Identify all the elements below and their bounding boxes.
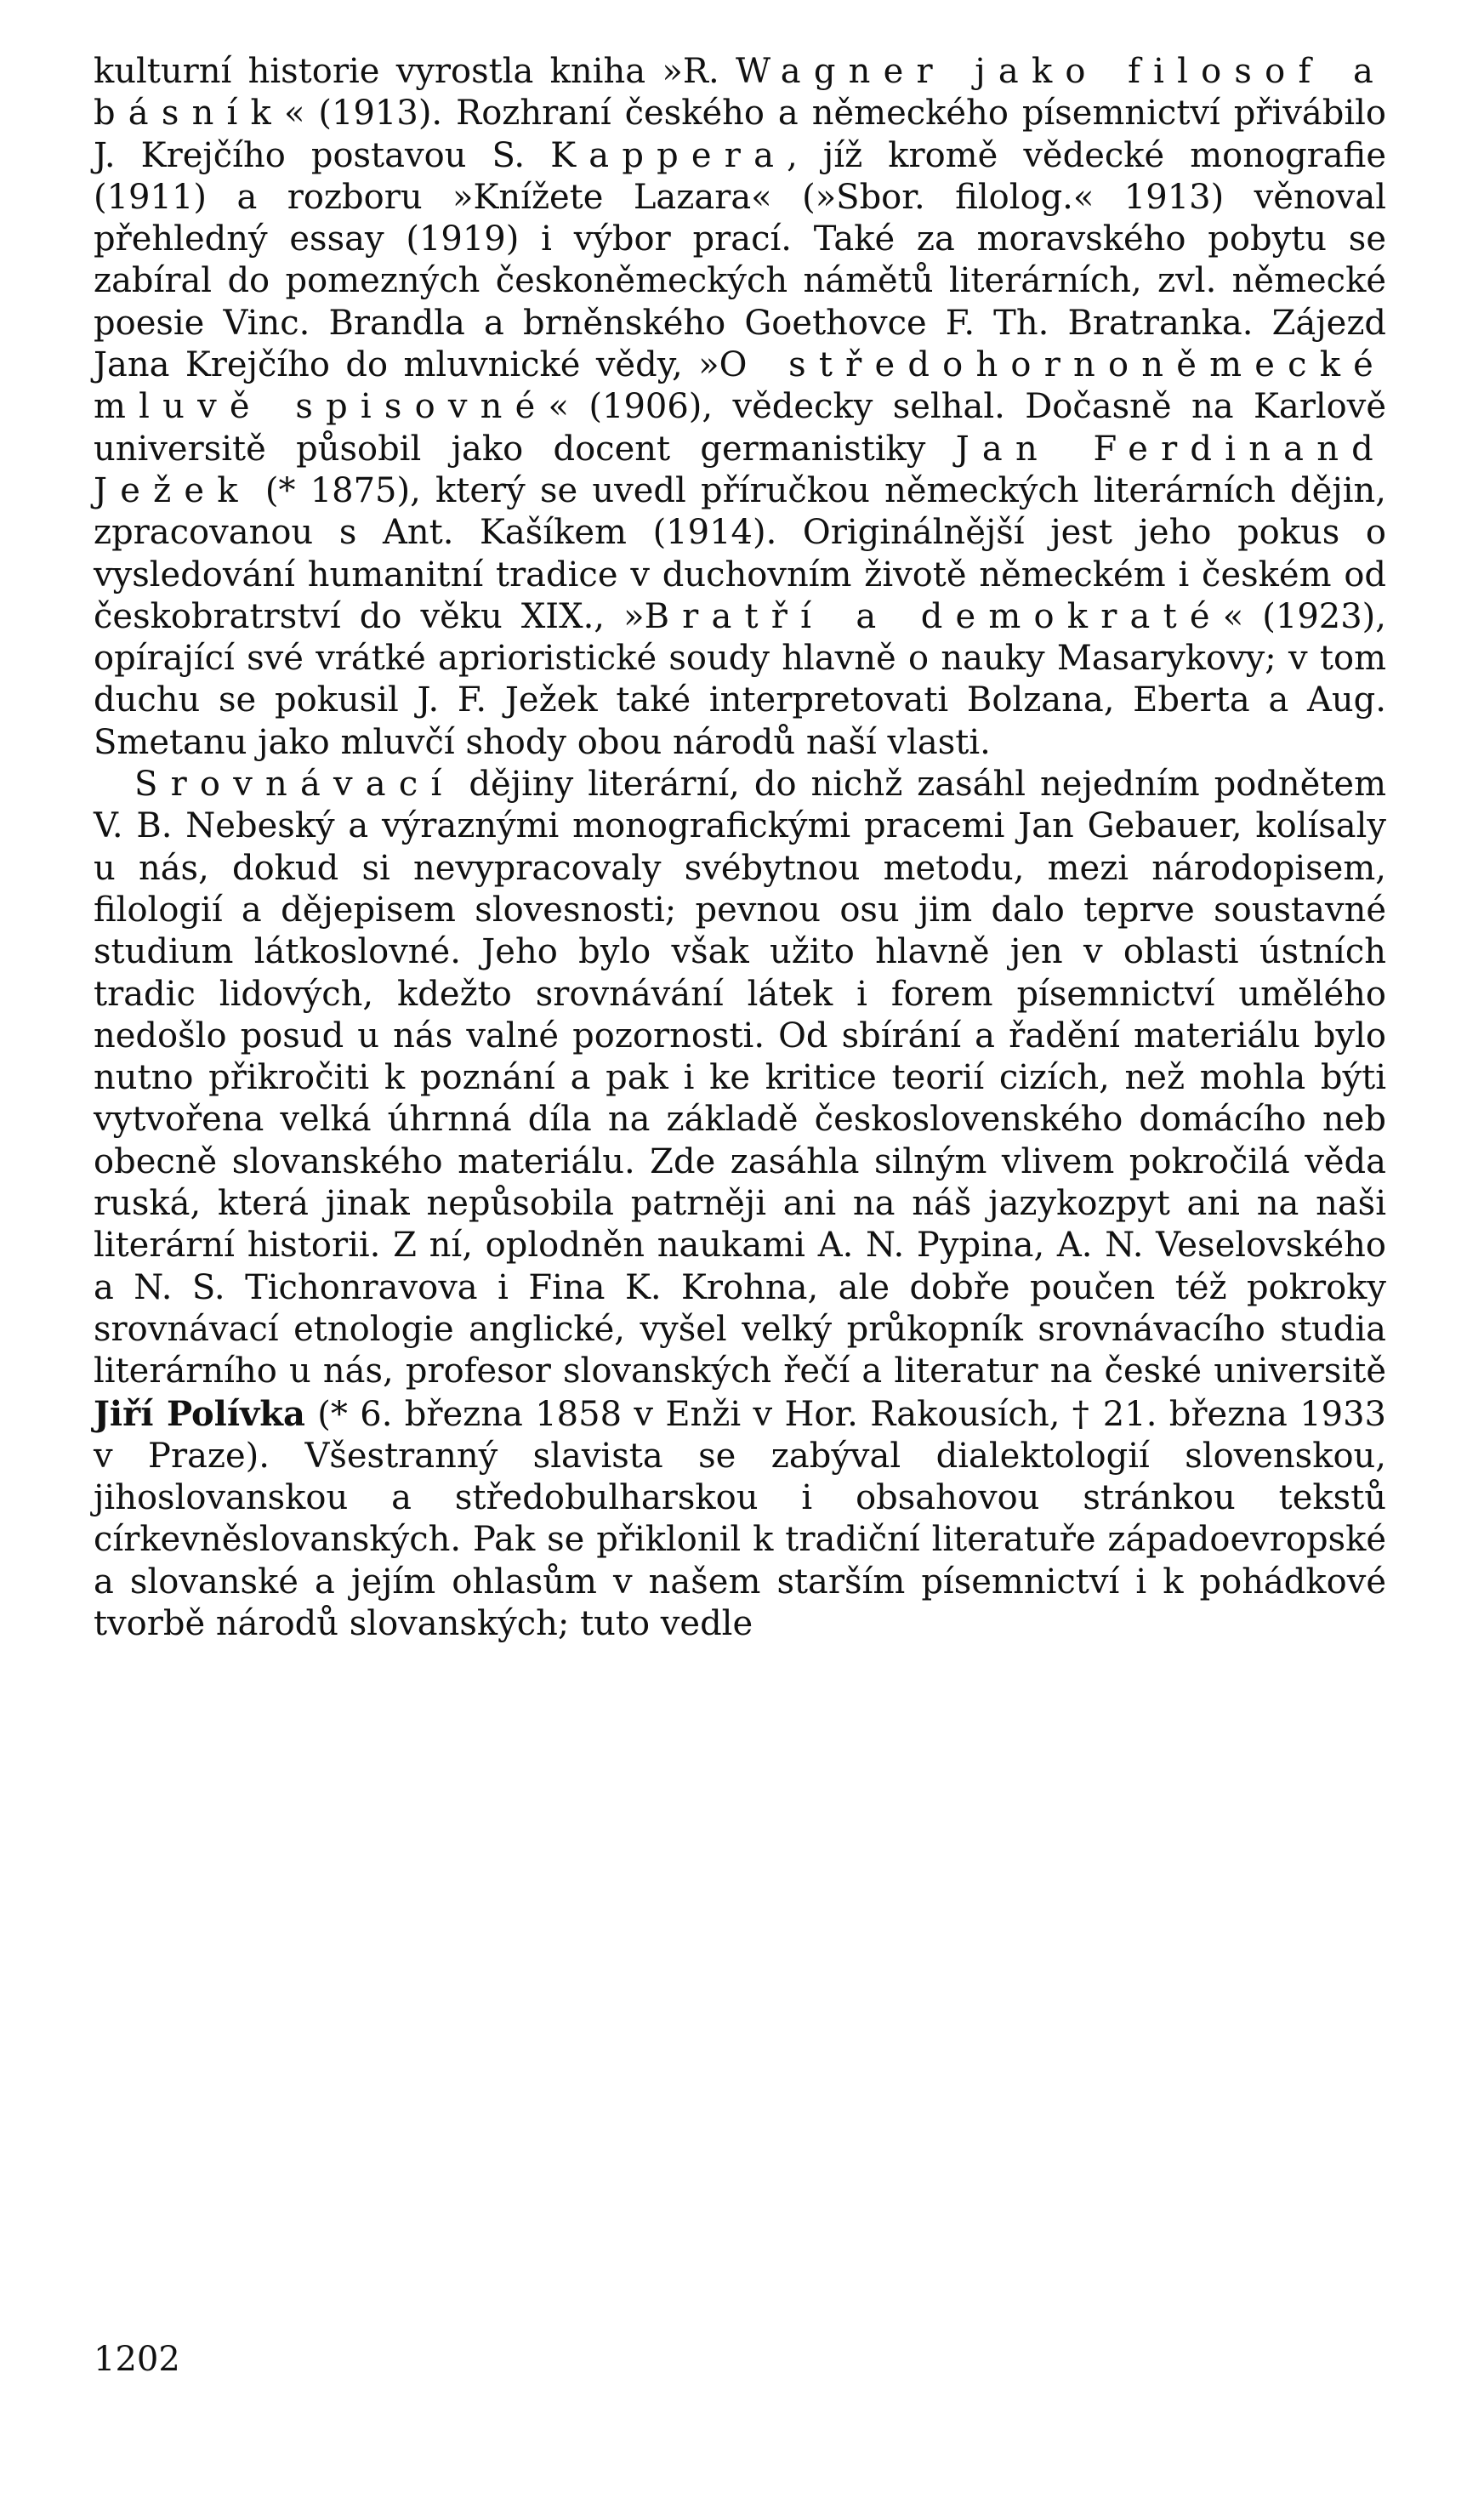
paragraph-2: [94, 764, 1386, 1645]
page-text: [94, 51, 1386, 1645]
page-number: 1202: [94, 2340, 180, 2379]
text-run: kulturní historie vyrostla kniha »R.: [94, 52, 736, 91]
text-run: « (1923), opírající své vrátké aprioristické soudy hlavně o nauky Masarykovy; v tom duchu se pokusil J. F. Ježek také interpretovati Bolzana, Eberta a Aug. Smetanu jako mluvčí shody obou národů naší vlasti.: [94, 596, 1386, 762]
text-run: , jíž kromě vědecké monografie (1911) a rozboru »Knížete Lazara« (»Sbor. filolog.« 1913) věnoval přehledný essay (1919) i výbor prací. Také za moravského pobytu se zabíral do pomezných českoněmeckých námětů literárních, zvl. německé poesie Vinc. Brandla a brněnského Goethovce F. Th. Bratranka. Zájezd Jana Krejčího do mluvnické vědy, »: [94, 135, 1386, 385]
text-run: (* 1875), který se uvedl příručkou německých literárních dějin, zpracovanou s Ant. Kašíkem (1914). Originálnější jest jeho pokus o vysledování humanitní tradice v duchovním životě německém i českém od českobratrství do věku XIX., »: [94, 470, 1386, 636]
spaced-emphasis: Bratří a demokraté: [644, 596, 1223, 636]
text-run: (* 6. března 1858 v Enži v Hor. Rakousích, † 21. března 1933 v Praze). Všestranný slavista se zabýval dialektologií slovenskou, jihoslovanskou a středobulharskou i obsahovou stránkou tekstů církevněslovanských. Pak se přiklonil k tradiční literatuře západoevropské a slovanské a jejím ohlasům v našem starším písemnictví i k pohádkové tvorbě národů slovanských; tuto vedle: [94, 1394, 1387, 1643]
text-run: « (1913). Rozhraní českého a německého písemnictví přivábilo J. Krejčího postavou S.: [94, 94, 1386, 175]
spaced-emphasis: Wagner jako filosof a básník: [94, 52, 1386, 134]
spaced-emphasis: Srovnávací: [134, 765, 455, 805]
spaced-emphasis: O středohornoněmecké mluvě spisovné: [94, 345, 1387, 427]
paragraph-1: [94, 51, 1386, 764]
text-run: dějiny literární, do nichž zasáhl nejedním podnětem V. B. Nebeský a výraznými monografickými pracemi Jan Gebauer, kolísaly u nás, dokud si nevypracovaly svébytnou metodu, mezi národopisem, filologií a dějepisem slovesnosti; pevnou osu jim dalo teprve soustavné studium látkoslovné. Jeho bylo však užito hlavně jen v oblasti ústních tradic lidových, kdežto srovnávání látek i forem písemnictví umělého nedošlo posud u nás valné pozornosti. Od sbírání a řadění materiálu bylo nutno přikročiti k poznání a pak i ke kritice teorií cizích, než mohla býti vytvořena velká úhrnná díla na základě československého domácího neb obecně slovanského materiálu. Zde zasáhla silným vlivem pokročilá věda ruská, která jinak nepůsobila patrněji ani na náš jazykozpyt ani na naši literární historii. Z ní, oplodněn naukami A. N. Pypina, A. N. Veselovského a N. S. Tichonravova i Fina K. Krohna, ale dobře poučen též pokroky srovnávací etnologie anglické, vyšel velký průkopník srovnávacího studia literárního u nás, profesor slovanských řečí a literatur na české universitě: [94, 765, 1386, 1391]
text-run: « (1906), vědecky selhal. Dočasně na Karlově universitě působil jako docent germanistiky: [94, 387, 1386, 469]
spaced-emphasis: Kappera: [550, 135, 787, 175]
spaced-emphasis: Jan Ferdinand Ježek: [94, 429, 1386, 510]
bold-name: Jiří Polívka: [94, 1393, 305, 1434]
